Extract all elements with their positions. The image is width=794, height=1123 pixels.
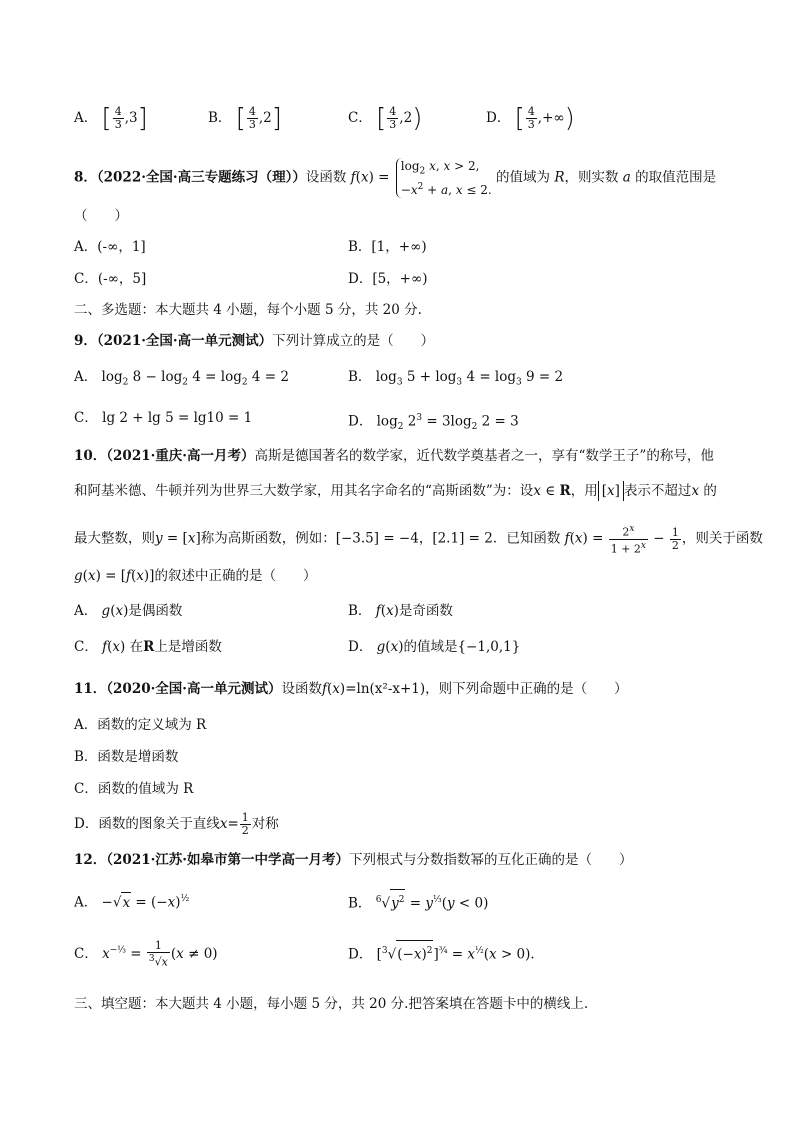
q8-option-a: A．(-∞，1] — [74, 239, 146, 255]
q11-option-c: C．函数的值域为 R — [74, 781, 194, 797]
q8-paren: （ ） — [74, 208, 128, 224]
q9-stem: 9．（2021·全国·高一单元测试）下列计算成立的是（ ） — [74, 333, 435, 349]
q10-line-4: g(x) = [f(x)]的叙述中正确的是（ ） — [74, 568, 317, 584]
q8-stem: 8．（2022·全国·高三专题练习（理））设函数 $f(x) = \log_2 x$, x > 2, $-x^2 + a$, x ≤ 2. 的值域为 R，则实数 a 的取值范围是 — [74, 159, 717, 198]
q7-option-c: C． [ $\frac{4}{3}$ ,2) — [348, 103, 423, 134]
q12-option-c: C． $x^{-\frac{1}{3}}$ = $\frac{1}{^3√x}$ (x ≠ 0) — [74, 939, 218, 969]
q11-stem: 11．（2020·全国·高一单元测试）设函数f(x)=ln(x²-x+1)，则下列命题中正确的是（ ） — [74, 681, 628, 697]
q7-option-d: D． [ $\frac{4}{3}$ ,+∞) — [486, 103, 575, 134]
q10-line-3: 最大整数，则y = [x]称为高斯函数，例如：[−3.5] = −4，[2.1] = 2．已知函数 f(x) = $\frac{2^x}{1 + 2^x}$ − $\frac{1}{2}$ ，则关于函数 — [74, 524, 763, 556]
q10-option-b: B． f(x)是奇函数 — [348, 603, 453, 619]
q12-stem: 12．（2021·江苏·如皋市第一中学高一月考）下列根式与分数指数幂的互化正确的是（ ） — [74, 852, 633, 868]
q12-option-a: A． $-√x = (-x)^{\frac{1}{2}}$ — [74, 889, 189, 913]
q10-option-c: C． f(x) 在R上是增函数 — [74, 639, 222, 655]
q12-option-b: B． $^6√y^2 = y^{\frac{1}{3}}(y < 0)$ — [348, 889, 488, 914]
q10-option-d: D． g(x)的值域是{−1,0,1} — [348, 639, 521, 655]
q9-option-a: A． $\log_2 8 - \log_2 4 = \log_2 4 = 2$ — [74, 369, 289, 388]
q11-option-d: D．函数的图象关于直线x= $\frac{1}{2}$ 对称 — [74, 811, 279, 837]
q8-option-c: C．(-∞，5] — [74, 271, 147, 287]
q12-option-d: D． $[^3√(-x)^2]^{\frac{3}{4}} = x^{\frac{1}{2}}(x > 0)$. — [348, 940, 535, 965]
section-3-heading: 三、填空题：本大题共 4 小题，每小题 5 分，共 20 分.把答案填在答题卡中的横线上. — [74, 996, 589, 1012]
q9-option-b: B． $\log_3 5 + \log_3 4 = \log_3 9 = 2$ — [348, 369, 564, 388]
q8-option-d: D．[5，+∞) — [348, 271, 428, 287]
q11-option-a: A．函数的定义域为 R — [74, 717, 207, 733]
piecewise-brace: $\log_2 x$, x > 2, $-x^2 + a$, x ≤ 2. — [396, 158, 492, 198]
section-2-heading: 二、多选题：本大题共 4 小题，每个小题 5 分，共 20 分. — [74, 302, 422, 318]
q11-option-b: B．函数是增函数 — [74, 749, 179, 765]
q7-option-b: B． [ $\frac{4}{3}$ ,2] — [208, 103, 282, 134]
q7-option-a: A． [ $\frac{4}{3}$ ,3] — [74, 103, 148, 134]
q10-option-a: A． g(x)是偶函数 — [74, 603, 183, 619]
q10-line-2: 和阿基米德、牛顿并列为世界三大数学家，用其名字命名的“高斯函数”为：设x ∈ R，用 [x] 表示不超过x 的 — [74, 483, 717, 499]
q10-line-1: 10．（2021·重庆·高一月考）高斯是德国著名的数学家，近代数学奠基者之一，享有“数学王子”的称号，他 — [74, 448, 714, 464]
q9-option-d: D． $\log_2 2^3 = 3\log_2$ 2 = 3 — [348, 413, 519, 433]
q8-option-b: B．[1，+∞) — [348, 239, 427, 255]
left-bracket: [ — [101, 103, 112, 134]
q9-option-c: C． lg 2 + lg 5 = lg10 = 1 — [74, 410, 253, 426]
